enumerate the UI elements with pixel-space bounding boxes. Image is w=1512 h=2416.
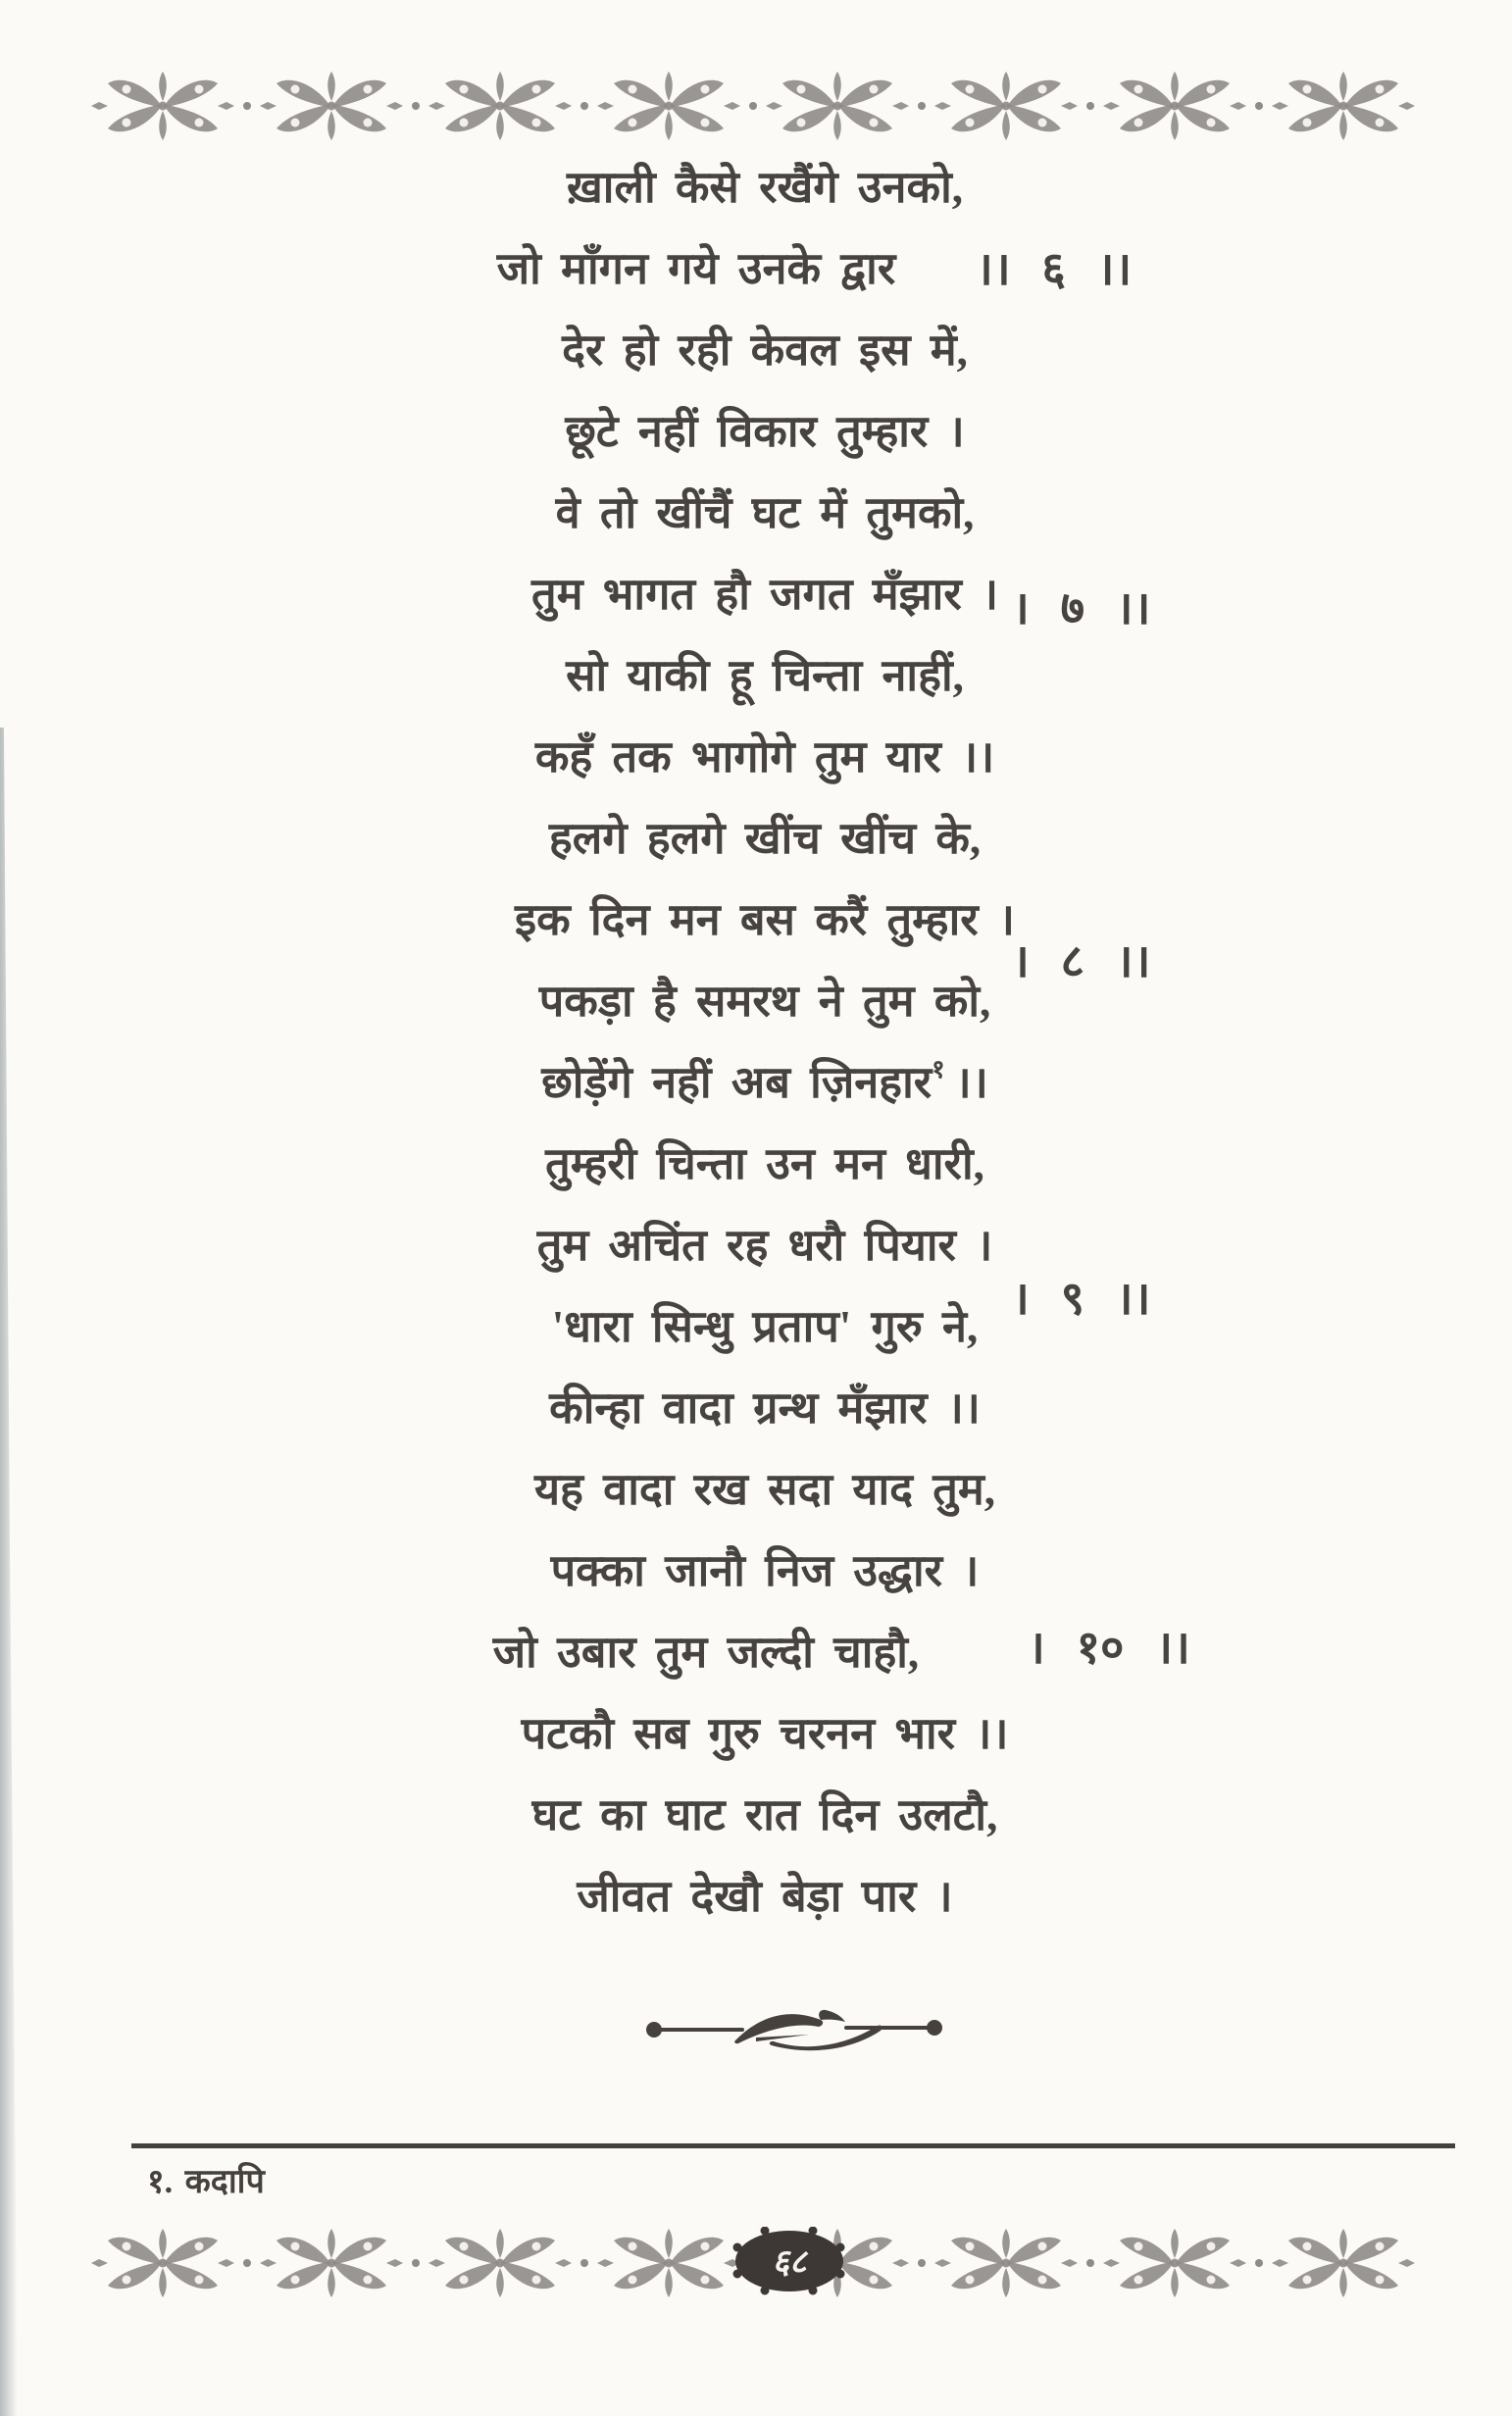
verse-marker-7: । ७ ।। (1012, 583, 1151, 634)
poem-line: हलगे हलगे खींच खींच के, (548, 814, 982, 863)
top-ornament-border (75, 65, 1437, 147)
poem-line: जो उबार तुम जल्दी चाहौ, (492, 1628, 920, 1677)
page-number-badge (731, 2227, 848, 2300)
page-number: ६८ (772, 2244, 807, 2281)
poem-line: घट का घाट रात दिन उलटौ, (531, 1790, 998, 1839)
poem-line: ख़ाली कैसे रखैंगे उनको, (566, 163, 963, 212)
poem-line: जो माँगन गये उनके द्वार (496, 244, 896, 293)
floral-border-icon (75, 65, 1437, 147)
poem-line: देर हो रही केवल इस में, (562, 326, 968, 375)
verse-marker-10: । १० ।। (1028, 1623, 1190, 1674)
poem-line: छूटे नहीं विकार तुम्हार । (565, 407, 965, 456)
poem-line-with-footnote (88, 1042, 1441, 1124)
poem-line: पकड़ा है समरथ ने तुम को, (538, 977, 991, 1026)
poem-line: 'धारा सिन्धु प्रताप' गुरु ने, (551, 1302, 979, 1351)
verse-marker-9: । ९ ।। (1012, 1274, 1151, 1325)
footnote-rule (131, 2143, 1455, 2148)
section-divider (642, 2000, 946, 2064)
verse-marker-8: । ८ ।। (1012, 936, 1151, 987)
poem-line: तुम्हरी चिन्ता उन मन धारी, (545, 1139, 984, 1188)
scan-edge-artifact (0, 728, 18, 2416)
poem-line: वे तो खींचैं घट में तुमको, (555, 488, 975, 537)
page-number-ellipse-icon (731, 2227, 848, 2295)
poem-text (88, 147, 1441, 1938)
footnote: १. कदापि (147, 2164, 265, 2200)
poem-line: तुम भागत हौ जगत मँझार । (530, 570, 999, 619)
poem-line-suffix: ।। (954, 1058, 988, 1107)
poem-line: सो याकी हू चिन्ता नाहीं, (566, 651, 964, 700)
footnote-ref: १ (932, 1055, 945, 1083)
poem-line: यह वादा रख सदा याद तुम, (533, 1465, 996, 1514)
poem-line: तुम अचिंत रह धरौ पियार । (536, 1221, 993, 1270)
poem-line: पटकौ सब गुरु चरनन भार ।। (521, 1709, 1009, 1758)
poem-line: इक दिन मन बस करैं तुम्हार । (515, 895, 1015, 944)
poem-line: जीवत देखौ बेड़ा पार । (577, 1872, 953, 1921)
poem-line-text: छोड़ेंगे नहीं अब ज़िनहार (541, 1058, 932, 1107)
tailpiece-flourish-icon (642, 2000, 946, 2059)
poem-line: कीन्हा वादा ग्रन्थ मँझार ।। (549, 1384, 981, 1433)
poem-line: कहँ तक भागोगे तुम यार ।। (534, 732, 995, 781)
verse-marker-6: ।। ६ ।। (976, 244, 1133, 295)
poem-line: पक्का जानौ निज उद्धार । (550, 1546, 980, 1595)
